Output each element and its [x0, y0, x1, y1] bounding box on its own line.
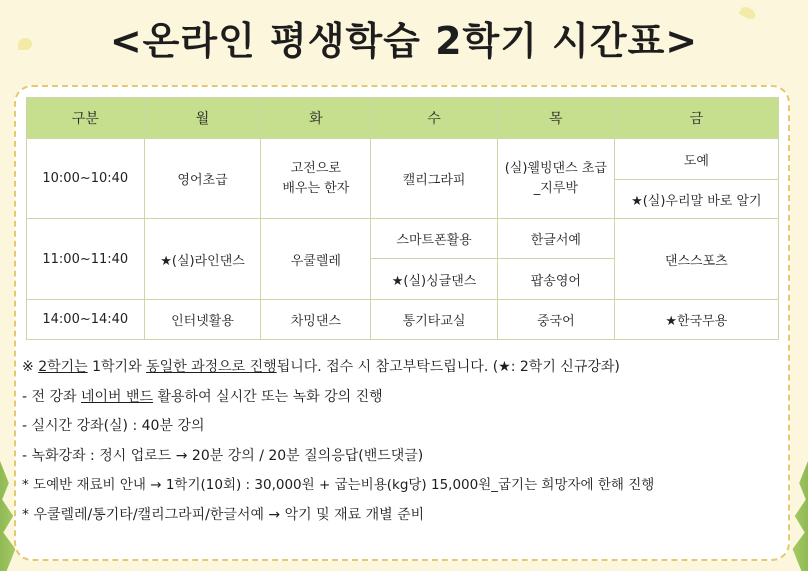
table-header-row — [27, 98, 779, 139]
header-category: 구분 — [27, 98, 145, 139]
class-cell — [497, 139, 614, 219]
class-cell: 차밍댄스 — [261, 300, 371, 340]
time-cell: 11:00~11:40 — [27, 219, 145, 300]
class-cell: 영어초급 — [144, 139, 261, 219]
class-cell: ★한국무용 — [614, 300, 778, 340]
class-cell: 인터넷활용 — [144, 300, 261, 340]
note-line — [22, 356, 792, 386]
class-cell: 스마트폰활용 — [371, 219, 498, 259]
note-text: 활용하여 실시간 또는 녹화 강의 진행 — [153, 388, 383, 405]
schedule-table — [26, 97, 779, 340]
class-cell: 팝송영어 — [497, 259, 614, 300]
class-cell: 캘리그라피 — [371, 139, 498, 219]
note-line: - 실시간 강좌(실) : 40분 강의 — [22, 418, 205, 434]
note-line: - 녹화강좌 : 정시 업로드 → 20분 강의 / 20분 질의응답(밴드댓글) — [22, 447, 424, 464]
class-cell: ★(실)우리말 바로 알기 — [614, 180, 778, 219]
class-name-line: _지루박 — [533, 180, 578, 196]
class-cell: 댄스스포츠 — [614, 219, 778, 300]
class-cell: ★(실)싱글댄스 — [371, 259, 498, 300]
table-row — [27, 139, 779, 180]
class-name-line: (실)웰빙댄스 초급 — [504, 160, 607, 176]
header-friday: 금 — [614, 98, 778, 139]
header-wednesday: 수 — [371, 98, 498, 139]
note-line: * 도예반 재료비 안내 → 1학기(10회) : 30,000원 + 굽는비용(kg당) 15,000원_굽기는 희망자에 한해 진행 — [22, 477, 655, 493]
header-tuesday: 화 — [261, 98, 371, 139]
note-text: 됩니다. 접수 시 참고부탁드립니다. (★: 2학기 신규강좌) — [276, 359, 620, 375]
time-cell: 10:00~10:40 — [27, 139, 145, 219]
class-name-line: 배우는 한자 — [282, 180, 350, 196]
note-text: ※ — [22, 359, 39, 375]
page-title: <온라인 평생학습 2학기 시간표> — [109, 19, 699, 63]
note-underlined-text: 동일한 과정으로 진행 — [146, 359, 277, 375]
note-text: 1학기와 — [87, 359, 147, 375]
class-cell: 도예 — [614, 139, 778, 180]
class-cell — [261, 139, 371, 219]
note-line: * 우쿨렐레/통기타/캘리그라피/한글서예 → 악기 및 재료 개별 준비 — [22, 506, 425, 523]
table-row — [27, 300, 779, 340]
notes-section — [22, 356, 792, 533]
note-underlined-text: 2학기는 — [38, 359, 88, 375]
note-underlined-text: 네이버 밴드 — [80, 388, 154, 405]
class-cell: ★(실)라인댄스 — [144, 219, 261, 300]
note-text: - 전 강좌 — [22, 388, 81, 405]
header-monday: 월 — [144, 98, 261, 139]
class-cell: 중국어 — [497, 300, 614, 340]
class-cell: 통기타교실 — [371, 300, 498, 340]
time-cell: 14:00~14:40 — [27, 300, 145, 340]
class-cell: 한글서예 — [497, 219, 614, 259]
table-row — [27, 219, 779, 259]
class-cell: 우쿨렐레 — [261, 219, 371, 300]
class-name-line: 고전으로 — [290, 160, 341, 176]
header-thursday: 목 — [497, 98, 614, 139]
note-line — [22, 386, 792, 416]
